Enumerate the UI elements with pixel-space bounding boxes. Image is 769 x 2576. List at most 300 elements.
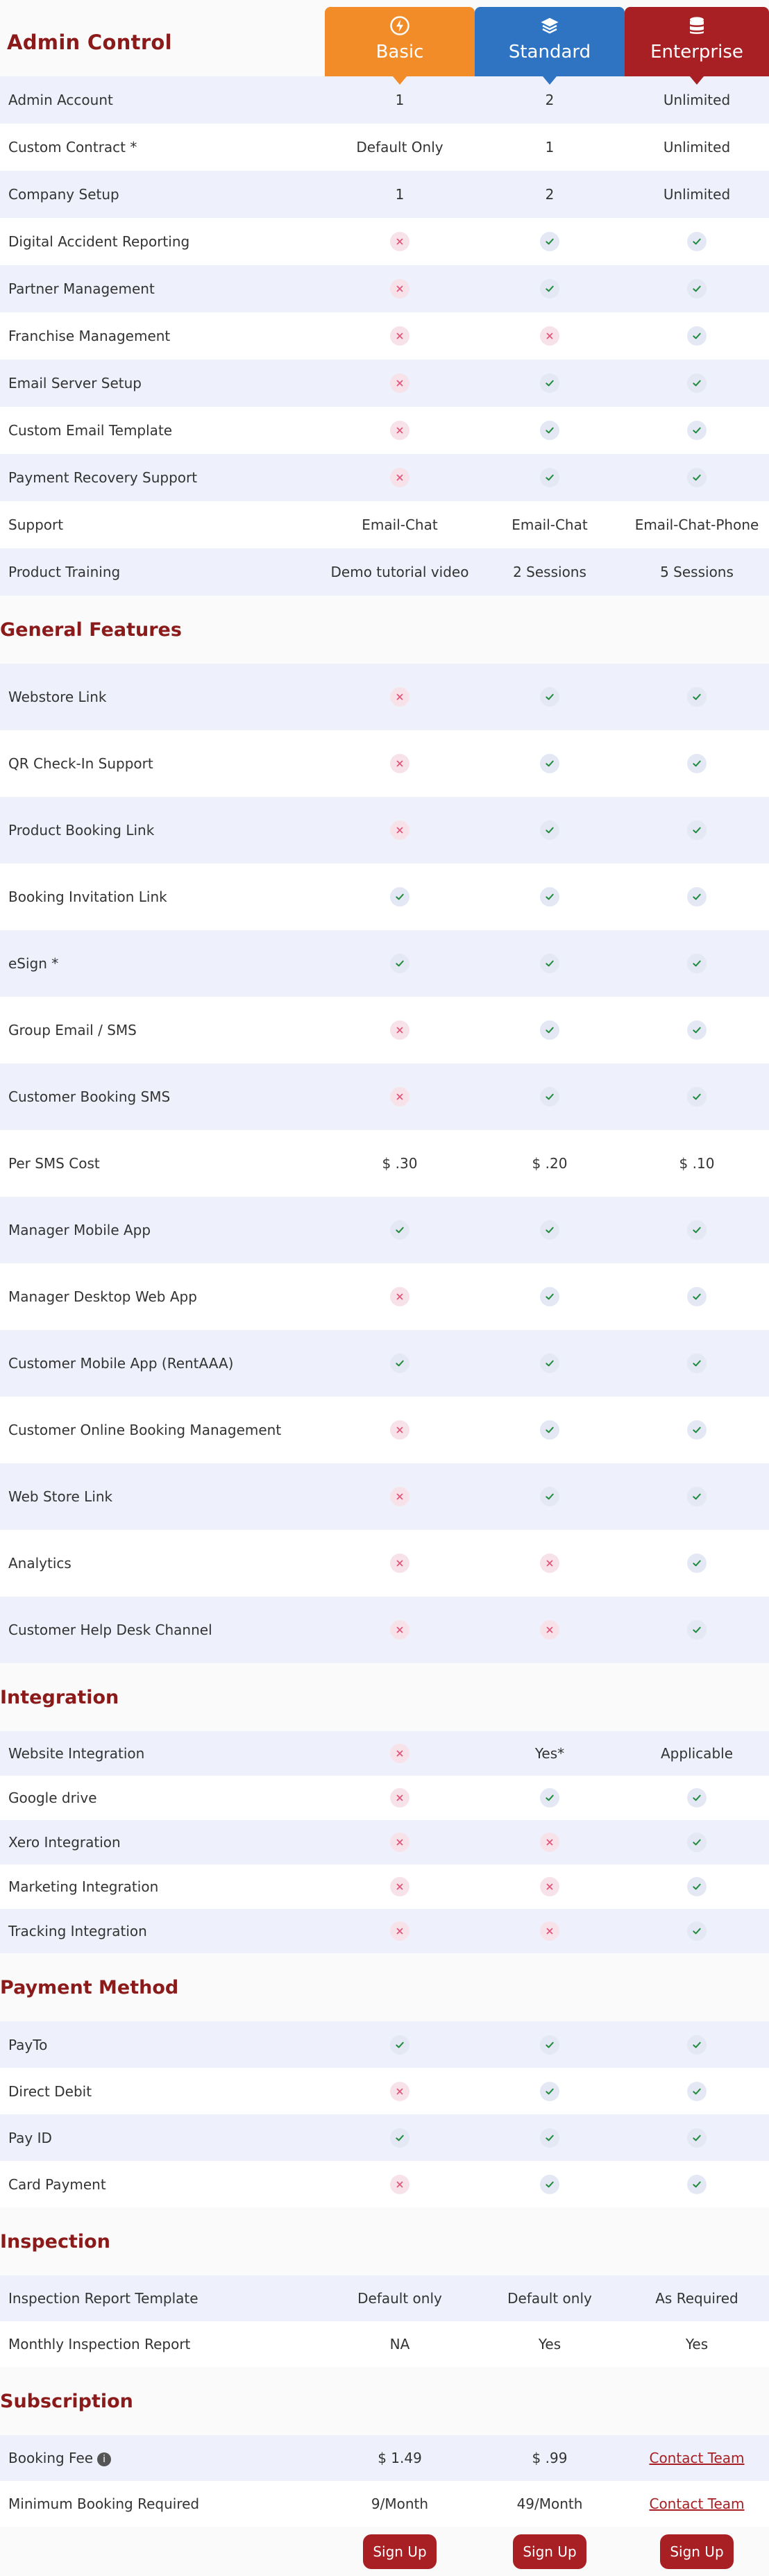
check-icon — [540, 373, 559, 393]
cell-value: 9/Month — [371, 2495, 429, 2512]
cell-enterprise — [625, 2035, 769, 2055]
signup-cell-standard — [475, 2534, 625, 2569]
cell-enterprise — [625, 1554, 769, 1573]
cell-standard — [475, 90, 625, 110]
cell-value: Default Only — [356, 139, 443, 155]
cell-basic — [325, 137, 475, 158]
cross-icon — [390, 1020, 409, 1040]
row-label-text: QR Check-In Support — [8, 755, 153, 772]
check-icon — [540, 1287, 559, 1306]
table-row — [0, 218, 769, 265]
row-label-analytics — [0, 1555, 325, 1572]
cell-basic — [325, 1554, 475, 1573]
table-row — [0, 2435, 769, 2481]
cell-standard — [475, 562, 625, 582]
plan-basic-pointer — [393, 76, 407, 85]
row-label-text: Per SMS Cost — [8, 1155, 100, 1172]
cell-basic — [325, 468, 475, 487]
table-row — [0, 407, 769, 454]
table-row — [0, 1530, 769, 1597]
cell-basic — [325, 90, 475, 110]
cell-standard — [475, 2128, 625, 2148]
table-row — [0, 1776, 769, 1820]
cell-standard — [475, 326, 625, 346]
check-icon — [687, 687, 707, 707]
table-row — [0, 1130, 769, 1197]
table-row — [0, 1597, 769, 1663]
cell-standard — [475, 137, 625, 158]
cell-standard — [475, 1921, 625, 1941]
row-label-inspection-report-template — [0, 2290, 325, 2307]
cell-basic — [325, 1833, 475, 1852]
cell-enterprise — [625, 1087, 769, 1106]
row-label-company-setup — [0, 186, 325, 203]
row-label-text: Minimum Booking Required — [8, 2495, 200, 2512]
check-icon — [540, 1354, 559, 1373]
cell-enterprise — [625, 887, 769, 907]
cell-standard — [475, 2175, 625, 2194]
row-label-text: Website Integration — [8, 1745, 145, 1762]
check-icon — [390, 887, 409, 907]
row-label-text: PayTo — [8, 2036, 48, 2053]
cell-value: 1 — [395, 186, 405, 203]
check-icon — [540, 468, 559, 487]
cell-basic — [325, 820, 475, 840]
signup-button-enterprise[interactable]: Sign Up — [660, 2534, 733, 2569]
cell-enterprise — [625, 954, 769, 973]
contact-team-link[interactable]: Contact Team — [649, 2495, 745, 2512]
check-icon — [687, 1487, 707, 1506]
plan-standard-pointer — [543, 76, 557, 85]
check-icon — [687, 1921, 707, 1941]
cell-basic — [325, 1620, 475, 1640]
cell-basic — [325, 1087, 475, 1106]
cell-standard — [475, 1877, 625, 1896]
row-label-marketing-integration — [0, 1878, 325, 1895]
row-label-manager-desktop-web-app — [0, 1288, 325, 1305]
cross-icon — [390, 1877, 409, 1896]
row-label-customer-help-desk-channel — [0, 1622, 325, 1638]
admin-control-title: Admin Control — [7, 31, 172, 54]
cross-icon — [390, 1788, 409, 1808]
cell-basic — [325, 1420, 475, 1440]
check-icon — [540, 687, 559, 707]
layers-icon — [539, 15, 560, 36]
cross-icon — [390, 754, 409, 773]
check-icon — [687, 954, 707, 973]
cell-enterprise — [625, 562, 769, 582]
cell-value: Yes — [538, 2336, 561, 2352]
cell-basic — [325, 326, 475, 346]
check-icon — [540, 2035, 559, 2055]
table-row — [0, 1463, 769, 1530]
cross-icon — [540, 1877, 559, 1896]
cell-basic — [325, 562, 475, 582]
cell-value: Unlimited — [663, 186, 731, 203]
cell-enterprise — [625, 1877, 769, 1896]
row-label-admin-account — [0, 92, 325, 108]
section-title-integration: Integration — [0, 1686, 119, 1708]
cell-basic — [325, 2175, 475, 2194]
cross-icon — [390, 1087, 409, 1106]
row-label-qr-check-in-support — [0, 755, 325, 772]
cell-enterprise — [625, 687, 769, 707]
cell-enterprise — [625, 2334, 769, 2355]
cell-enterprise — [625, 1833, 769, 1852]
cross-icon — [390, 1554, 409, 1573]
cell-standard — [475, 468, 625, 487]
row-label-partner-management — [0, 280, 325, 297]
cell-value: Yes — [685, 2336, 709, 2352]
cross-icon — [540, 326, 559, 346]
cross-icon — [390, 468, 409, 487]
row-label-customer-mobile-app-rentaaa — [0, 1355, 325, 1372]
table-row — [0, 2321, 769, 2367]
cell-enterprise — [625, 137, 769, 158]
cell-standard — [475, 279, 625, 298]
cell-basic — [325, 373, 475, 393]
row-label-customer-booking-sms — [0, 1088, 325, 1105]
check-icon — [687, 421, 707, 440]
table-row — [0, 171, 769, 218]
row-label-text: Email Server Setup — [8, 375, 142, 392]
row-label-text: Product Booking Link — [8, 822, 155, 839]
cell-enterprise — [625, 1020, 769, 1040]
table-row — [0, 312, 769, 360]
cross-icon — [390, 373, 409, 393]
cross-icon — [390, 421, 409, 440]
cell-standard — [475, 2334, 625, 2355]
table-row — [0, 1263, 769, 1330]
cell-enterprise — [625, 1220, 769, 1240]
check-icon — [540, 1020, 559, 1040]
cross-icon — [390, 1744, 409, 1763]
table-row — [0, 1330, 769, 1397]
cell-value: $ 1.49 — [378, 2450, 422, 2466]
cell-basic — [325, 1487, 475, 1506]
check-icon — [687, 1788, 707, 1808]
row-label-website-integration — [0, 1745, 325, 1762]
contact-team-link[interactable]: Contact Team — [649, 2450, 745, 2466]
cross-icon — [540, 1833, 559, 1852]
check-icon — [540, 754, 559, 773]
row-label-text: Customer Help Desk Channel — [8, 1622, 212, 1638]
cell-value: 2 — [545, 186, 555, 203]
check-icon — [687, 2035, 707, 2055]
cell-basic — [325, 2035, 475, 2055]
check-icon — [687, 1020, 707, 1040]
cross-icon — [390, 2082, 409, 2101]
check-icon — [390, 1220, 409, 1240]
cell-standard — [475, 2288, 625, 2309]
cross-icon — [540, 1554, 559, 1573]
row-label-text: Customer Online Booking Management — [8, 1422, 282, 1438]
cell-standard — [475, 1833, 625, 1852]
row-label-text: Marketing Integration — [8, 1878, 159, 1895]
row-label-text: Group Email / SMS — [8, 1022, 137, 1038]
table-row — [0, 930, 769, 997]
cell-basic — [325, 1220, 475, 1240]
check-icon — [687, 1087, 707, 1106]
cell-standard — [475, 954, 625, 973]
cell-standard — [475, 421, 625, 440]
check-icon — [687, 2175, 707, 2194]
row-label-text: Manager Desktop Web App — [8, 1288, 197, 1305]
table-row — [0, 1197, 769, 1263]
cell-basic — [325, 2288, 475, 2309]
cell-value: 1 — [545, 139, 555, 155]
cell-enterprise — [625, 184, 769, 205]
cell-value: Yes* — [534, 1745, 565, 1762]
cell-enterprise — [625, 90, 769, 110]
row-label-booking-fee — [0, 2450, 325, 2466]
cell-value: Email-Chat-Phone — [634, 516, 759, 533]
table-row — [0, 2068, 769, 2114]
table-row — [0, 1820, 769, 1864]
table-row — [0, 2021, 769, 2068]
check-icon — [390, 2035, 409, 2055]
row-label-text: Payment Recovery Support — [8, 469, 198, 486]
cell-value: 2 Sessions — [513, 564, 586, 580]
section-title-subscription: Subscription — [0, 2390, 133, 2412]
table-row — [0, 265, 769, 312]
table-row — [0, 360, 769, 407]
cell-basic — [325, 1744, 475, 1763]
cell-basic — [325, 1020, 475, 1040]
table-row — [0, 2481, 769, 2527]
check-icon — [687, 468, 707, 487]
table-row — [0, 124, 769, 171]
row-label-product-training — [0, 564, 325, 580]
cell-value: Unlimited — [663, 139, 731, 155]
cell-basic — [325, 1788, 475, 1808]
row-label-text: Product Training — [8, 564, 121, 580]
check-icon — [390, 2128, 409, 2148]
signup-button-standard[interactable]: Sign Up — [513, 2534, 586, 2569]
cross-icon — [390, 1921, 409, 1941]
cell-basic — [325, 2448, 475, 2468]
check-icon — [540, 820, 559, 840]
check-icon — [540, 887, 559, 907]
cell-basic — [325, 184, 475, 205]
check-icon — [687, 820, 707, 840]
table-row — [0, 730, 769, 797]
cell-standard — [475, 184, 625, 205]
check-icon — [687, 2082, 707, 2101]
table-row — [0, 1864, 769, 1909]
cell-value: 49/Month — [516, 2495, 583, 2512]
row-label-text: Direct Debit — [8, 2082, 92, 2100]
row-label-text: Company Setup — [8, 186, 119, 203]
cell-standard — [475, 232, 625, 251]
cell-basic — [325, 1921, 475, 1941]
cell-value: Default only — [357, 2290, 442, 2307]
check-icon — [390, 1354, 409, 1373]
row-label-text: Web Store Link — [8, 1488, 113, 1505]
check-icon — [687, 232, 707, 251]
row-label-minimum-booking-required — [0, 2495, 325, 2512]
cell-enterprise — [625, 1620, 769, 1640]
cross-icon — [390, 232, 409, 251]
row-label-text: Card Payment — [8, 2175, 106, 2193]
check-icon — [540, 279, 559, 298]
row-label-xero-integration — [0, 1834, 325, 1851]
row-label-booking-invitation-link — [0, 889, 325, 905]
section-title-payment-method: Payment Method — [0, 1976, 179, 1998]
row-label-text: Custom Email Template — [8, 422, 173, 439]
cell-standard — [475, 887, 625, 907]
cell-enterprise — [625, 1487, 769, 1506]
table-row — [0, 2114, 769, 2161]
row-label-text: Franchise Management — [8, 328, 171, 344]
cell-enterprise — [625, 2493, 769, 2514]
lightning-icon — [389, 15, 410, 36]
cell-standard — [475, 820, 625, 840]
check-icon — [687, 1620, 707, 1640]
table-row — [0, 2275, 769, 2321]
check-icon — [540, 1788, 559, 1808]
check-icon — [540, 2175, 559, 2194]
cell-basic — [325, 2493, 475, 2514]
cell-value: $ .10 — [679, 1155, 715, 1172]
check-icon — [687, 1420, 707, 1440]
check-icon — [687, 2128, 707, 2148]
cell-basic — [325, 687, 475, 707]
cell-standard — [475, 1153, 625, 1174]
row-label-esign — [0, 955, 325, 972]
check-icon — [687, 887, 707, 907]
table-row — [0, 548, 769, 596]
table-row — [0, 1731, 769, 1776]
row-label-web-store-link — [0, 1488, 325, 1505]
row-label-text: eSign * — [8, 955, 59, 972]
plan-basic-name: Basic — [375, 42, 424, 62]
check-icon — [687, 279, 707, 298]
cell-enterprise — [625, 373, 769, 393]
cell-enterprise — [625, 2082, 769, 2101]
cell-basic — [325, 2334, 475, 2355]
row-label-text: Customer Mobile App (RentAAA) — [8, 1355, 234, 1372]
row-label-payment-recovery-support — [0, 469, 325, 486]
check-icon — [687, 326, 707, 346]
cross-icon — [390, 326, 409, 346]
cell-enterprise — [625, 421, 769, 440]
cell-enterprise — [625, 1354, 769, 1373]
section-title-general-features: General Features — [0, 618, 182, 641]
check-icon — [687, 1833, 707, 1852]
table-row — [0, 501, 769, 548]
cell-enterprise — [625, 2128, 769, 2148]
cell-standard — [475, 1743, 625, 1764]
cell-value: Email-Chat — [512, 516, 588, 533]
cross-icon — [390, 1487, 409, 1506]
cell-enterprise — [625, 820, 769, 840]
cell-basic — [325, 887, 475, 907]
plan-standard-name: Standard — [508, 42, 591, 62]
cell-enterprise — [625, 1921, 769, 1941]
cell-value: 2 — [545, 92, 555, 108]
row-label-text: Booking Invitation Link — [8, 889, 167, 905]
cell-value: 5 Sessions — [660, 564, 734, 580]
cell-standard — [475, 2035, 625, 2055]
cell-standard — [475, 2082, 625, 2101]
check-icon — [687, 1554, 707, 1573]
cell-enterprise — [625, 1743, 769, 1764]
row-label-text: Google drive — [8, 1790, 97, 1806]
cell-enterprise — [625, 1788, 769, 1808]
cell-basic — [325, 1877, 475, 1896]
table-row — [0, 1063, 769, 1130]
row-label-custom-email-template — [0, 422, 325, 439]
cell-standard — [475, 1220, 625, 1240]
table-row — [0, 1397, 769, 1463]
comparison-sections — [0, 76, 769, 2527]
cell-standard — [475, 1487, 625, 1506]
cell-value: $ .20 — [532, 1155, 568, 1172]
check-icon — [687, 754, 707, 773]
row-label-text: Digital Accident Reporting — [8, 233, 190, 250]
row-label-text: Manager Mobile App — [8, 1222, 151, 1238]
check-icon — [687, 1287, 707, 1306]
cell-enterprise — [625, 326, 769, 346]
row-label-text: Custom Contract * — [8, 139, 137, 155]
info-icon[interactable]: i — [97, 2452, 111, 2466]
check-icon — [687, 1220, 707, 1240]
table-row — [0, 864, 769, 930]
cross-icon — [390, 279, 409, 298]
row-label-payto — [0, 2037, 325, 2053]
table-row — [0, 454, 769, 501]
row-label-text: Inspection Report Template — [8, 2290, 198, 2307]
cell-standard — [475, 1287, 625, 1306]
cell-standard — [475, 1354, 625, 1373]
cell-value: Unlimited — [663, 92, 731, 108]
plan-enterprise-pointer — [690, 76, 704, 85]
row-label-text: Support — [8, 516, 64, 533]
section-title-inspection: Inspection — [0, 2230, 110, 2253]
cell-enterprise — [625, 754, 769, 773]
check-icon — [540, 1420, 559, 1440]
cell-standard — [475, 1620, 625, 1640]
cell-enterprise — [625, 279, 769, 298]
cell-basic — [325, 2082, 475, 2101]
signup-button-basic[interactable]: Sign Up — [363, 2534, 436, 2569]
row-label-group-email-sms — [0, 1022, 325, 1038]
cross-icon — [390, 1287, 409, 1306]
check-icon — [687, 373, 707, 393]
cell-enterprise — [625, 232, 769, 251]
check-icon — [540, 421, 559, 440]
check-icon — [687, 1877, 707, 1896]
cell-standard — [475, 1420, 625, 1440]
cell-enterprise — [625, 514, 769, 535]
cross-icon — [390, 687, 409, 707]
cell-value: Demo tutorial video — [330, 564, 469, 580]
cell-value: Default only — [507, 2290, 592, 2307]
row-label-text: Booking Fee — [8, 2450, 94, 2466]
row-label-email-server-setup — [0, 375, 325, 392]
check-icon — [540, 2082, 559, 2101]
cell-standard — [475, 1554, 625, 1573]
cell-standard — [475, 1020, 625, 1040]
cell-enterprise — [625, 2288, 769, 2309]
cell-standard — [475, 514, 625, 535]
row-label-tracking-integration — [0, 1923, 325, 1939]
cross-icon — [390, 2175, 409, 2194]
row-label-product-booking-link — [0, 822, 325, 839]
cell-basic — [325, 2128, 475, 2148]
check-icon — [540, 232, 559, 251]
